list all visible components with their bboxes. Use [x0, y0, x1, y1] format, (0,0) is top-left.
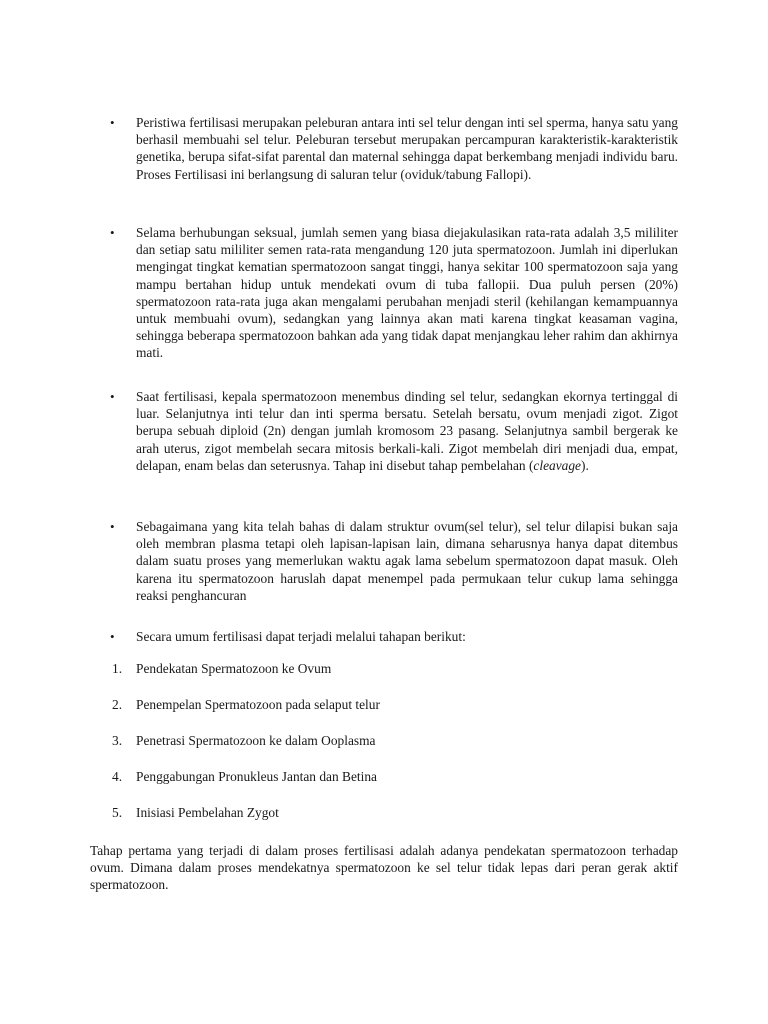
step-number: 2.	[112, 697, 123, 712]
step-text: Pendekatan Spermatozoon ke Ovum	[136, 661, 332, 676]
step-number: 3.	[112, 733, 123, 748]
step-text: Inisiasi Pembelahan Zygot	[136, 805, 279, 820]
step-number: 5.	[112, 805, 123, 820]
bullet-text: Sebagaimana yang kita telah bahas di dalam struktur ovum(sel telur), sel telur dilapisi bukan saja oleh membran plasma tetapi oleh lapisan-lapisan lain, dimana seharusnya hanya dapat ditembus dalam suatu proses yang memerlukan waktu agak lama sebelum spermatozoon dapat masuk. Oleh karena itu spermatozoon haruslah dapat menempel pada permukaan telur cukup lama sehingga reaksi penghancuran	[136, 519, 678, 603]
bullet-marker: •	[110, 225, 115, 240]
bullet-marker: •	[110, 519, 115, 534]
step-text: Penggabungan Pronukleus Jantan dan Betina	[136, 769, 377, 784]
closing-paragraph: Tahap pertama yang terjadi di dalam proses fertilisasi adalah adanya pendekatan spermatozoon terhadap ovum. Dimana dalam proses mendekatnya spermatozoon ke sel telur tidak lepas dari peran gerak aktif spermatozoon.	[90, 843, 678, 893]
bullet-text-main: Saat fertilisasi, kepala spermatozoon menembus dinding sel telur, sedangkan ekornya tertinggal di luar. Selanjutnya inti telur dan inti sperma bersatu. Setelah bersatu, ovum menjadi zigot. Zigot berupa sebuah diploid (2n) dengan jumlah kromosom 23 pasang. Selanjutnya sambil bergerak ke arah uterus, zigot membelah secara mitosis berkali-kali. Zigot membelah diri menjadi dua, empat, delapan, enam belas dan seterusnya. Tahap ini disebut tahap pembelahan (	[136, 389, 678, 473]
bullet-marker: •	[110, 115, 115, 130]
bullet-text-end: ).	[581, 457, 589, 473]
bullet-text: Peristiwa fertilisasi merupakan peleburan antara inti sel telur dengan inti sel sperma, hanya satu yang berhasil membuahi sel telur. Peleburan tersebut merupakan percampuran karakteristik-karakteristik genetika, berupa sifat-sifat parental dan maternal sehingga dapat berkembang menjadi individu baru. Proses Fertilisasi ini berlangsung di saluran telur (oviduk/tabung Fallopi).	[136, 115, 678, 182]
bullet-marker: •	[110, 629, 115, 644]
step-text: Penempelan Spermatozoon pada selaput telur	[136, 697, 380, 712]
step-text: Penetrasi Spermatozoon ke dalam Ooplasma	[136, 733, 376, 748]
bullet-text: Secara umum fertilisasi dapat terjadi melalui tahapan berikut:	[136, 629, 466, 644]
bullet-text	[136, 388, 678, 474]
bullet-marker: •	[110, 389, 115, 404]
step-number: 4.	[112, 769, 123, 784]
bullet-text: Selama berhubungan seksual, jumlah semen yang biasa diejakulasikan rata-rata adalah 3,5 mililiter dan setiap satu mililiter semen rata-rata mengandung 120 juta spermatozoon. Jumlah ini diperlukan mengingat tingkat kematian spermatozoon sangat tinggi, hanya sekitar 100 spermatozoon saja yang mampu bertahan hidup untuk mendekati ovum di tuba fallopii. Dua puluh persen (20%) spermatozoon rata-rata juga akan mengalami perubahan menjadi steril (kehilangan kemampuannya untuk membuahi ovum), sedangkan yang lainnya akan mati karena tingkat keasaman vagina, sehingga beberapa spermatozoon bahkan ada yang tidak dapat menjangkau leher rahim dan akhirnya mati.	[136, 225, 678, 361]
step-number: 1.	[112, 661, 123, 676]
cleavage-term: cleavage	[533, 457, 582, 473]
